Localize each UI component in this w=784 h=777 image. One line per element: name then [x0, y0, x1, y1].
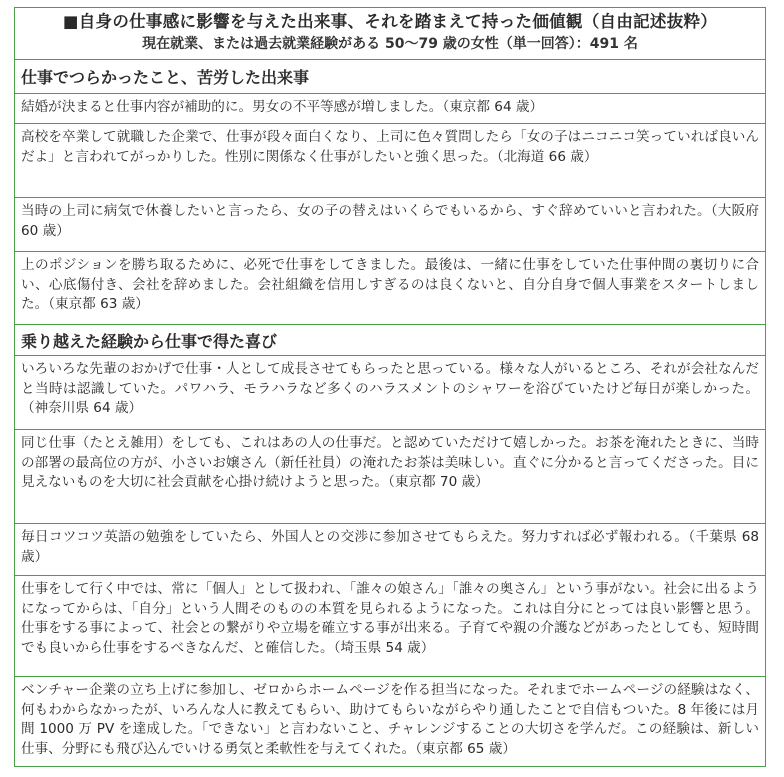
- table-row: 高校を卒業して就職した企業で、仕事が段々面白くなり、上司に色々質問したら「女の子はニコニコ笑っていれば良いんだよ」と言われてがっかりした。性別に関係なく仕事がしたいと強く思った。（北海道 66 歳）: [15, 124, 765, 198]
- survey-table: [14, 7, 766, 767]
- section-heading-hardships: 仕事でつらかったこと、苦労した出来事: [15, 60, 765, 94]
- table-row: 上のポジションを勝ち取るために、必死で仕事をしてきました。最後は、一緒に仕事をしていた仕事仲間の裏切りに合い、心底傷付き、会社を辞めました。会社組織を信用しすぎるのは良くないと、自分自身で個人事業をスタートしました。（東京都 63 歳）: [15, 252, 765, 325]
- table-header: [15, 8, 765, 60]
- table-row: 仕事をして行く中では、常に「個人」として扱われ、「誰々の娘さん」「誰々の奥さん」という事がない。社会に出るようになってからは、「自分」という人間そのものの本質を見られるようになった。これは自分にとっては良い影響と思う。仕事をする事によって、社会との繋がりや立場を確立する事が出来る。子育てや親の介護などがあったとしても、短時間でも良いから仕事をするべきなんだ、と確信した。（埼玉県 54 歳）: [15, 576, 765, 677]
- table-row: 毎日コツコツ英語の勉強をしていたら、外国人との交渉に参加させてもらえた。努力すれば必ず報われる。（千葉県 68 歳）: [15, 524, 765, 576]
- table-row: 結婚が決まると仕事内容が補助的に。男女の不平等感が増しました。（東京都 64 歳）: [15, 94, 765, 124]
- table-subtitle: 現在就業、または過去就業経験がある 50～79 歳の女性（単一回答）：491 名: [142, 36, 638, 52]
- table-title: ■自身の仕事感に影響を与えた出来事、それを踏まえて持った価値観（自由記述抜粋）: [62, 12, 718, 31]
- table-row: 同じ仕事（たとえ雑用）をしても、これはあの人の仕事だ。と認めていただけて嬉しかった。お茶を淹れたときに、当時の部署の最高位の方が、小さいお嬢さん（新任社員）の淹れたお茶は美味しい。直ぐに分かると言ってくださった。目に見えないものを大切に社会貢献を心掛け続けようと思った。（東京都 70 歳）: [15, 430, 765, 524]
- table-row: いろいろな先輩のおかげで仕事・人として成長させてもらったと思っている。様々な人がいるところ、それが会社なんだと当時は認識していた。パワハラ、モラハラなど多くのハラスメントのシャワーを浴びていたけど毎日が楽しかった。（神奈川県 64 歳）: [15, 356, 765, 430]
- section-heading-joys: 乗り越えた経験から仕事で得た喜び: [15, 325, 765, 356]
- table-row: ベンチャー企業の立ち上げに参加し、ゼロからホームページを作る担当になった。それまでホームページの経験はなく、何もわからなかったが、いろんな人に教えてもらい、助けてもらいながらやり通したことで自信もついた。8 年後には月間 1000 万 PV を達成した。「できない」と言わないこと、チャレンジすることの大切さを学んだ。この経験は、新しい仕事、分野にも飛び込んでいける勇気と柔軟性を与えてくれた。（東京都 65 歳）: [21, 682, 759, 757]
- table-row: 当時の上司に病気で休養したいと言ったら、女の子の替えはいくらでもいるから、すぐ辞めていいと言われた。（大阪府 60 歳）: [15, 198, 765, 252]
